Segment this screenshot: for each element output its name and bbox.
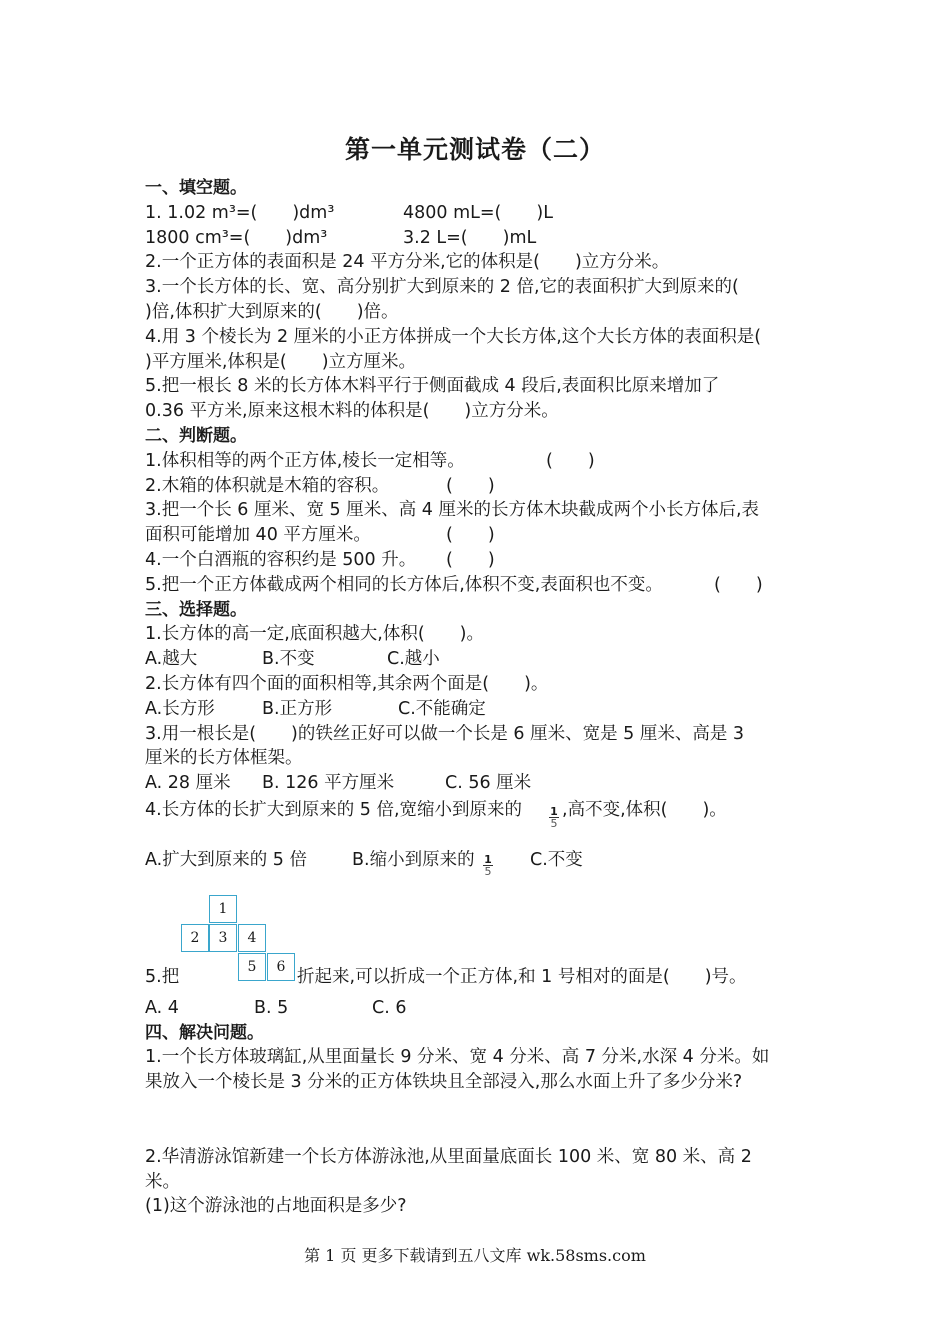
choice-q4-option-b: B.缩小到原来的 [352, 850, 475, 870]
choice-q1-option-a: A.越大 [145, 649, 198, 669]
fraction-numerator: 1 [484, 853, 492, 866]
fill-q2: 2.一个正方体的表面积是 24 平方分米,它的体积是( )立方分米。 [145, 252, 670, 272]
section-heading-solve: 四、解决问题。 [145, 1023, 264, 1043]
choice-q2-option-a: A.长方形 [145, 699, 215, 719]
solve-q2-line1: 2.华清游泳馆新建一个长方体游泳池,从里面量底面长 100 米、宽 80 米、高 2 [145, 1147, 752, 1167]
choice-q5-stem-start: 5.把 [145, 967, 180, 987]
fill-q5-line1: 5.把一根长 8 米的长方体木料平行于侧面截成 4 段后,表面积比原来增加了 [145, 376, 720, 396]
fraction-numerator: 1 [550, 805, 558, 818]
choice-q4-option-a: A.扩大到原来的 5 倍 [145, 850, 307, 870]
choice-q2-option-b: B.正方形 [262, 699, 333, 719]
judge-q3-paren: ( ) [446, 525, 495, 545]
fraction-denominator: 5 [484, 865, 492, 878]
fraction-denominator: 5 [550, 817, 558, 830]
choice-q4-stem-end: ,高不变,体积( )。 [562, 800, 727, 820]
net-face-1: 1 [209, 895, 237, 923]
choice-q1-option-b: B.不变 [262, 649, 315, 669]
choice-q5-stem-end: 折起来,可以折成一个正方体,和 1 号相对的面是( )号。 [297, 967, 747, 987]
fill-q5-line2: 0.36 平方米,原来这根木料的体积是( )立方分米。 [145, 401, 559, 421]
judge-q5-paren: ( ) [714, 575, 763, 595]
choice-q2-option-c: C.不能确定 [398, 699, 486, 719]
page-footer: 第 1 页 更多下载请到五八文库 wk.58sms.com [304, 1246, 646, 1265]
fill-q3-line1: 3.一个长方体的长、宽、高分别扩大到原来的 2 倍,它的表面积扩大到原来的( [145, 277, 739, 297]
net-face-6: 6 [267, 953, 295, 981]
choice-q4-option-c: C.不变 [530, 850, 583, 870]
judge-q3-line1: 3.把一个长 6 厘米、宽 5 厘米、高 4 厘米的长方体木块截成两个小长方体后,表 [145, 500, 760, 520]
judge-q2: 2.木箱的体积就是木箱的容积。 [145, 476, 390, 496]
fraction-one-fifth-option [483, 854, 493, 877]
fill-q1c: 1800 cm³=( )dm³ [145, 228, 328, 248]
fraction-one-fifth [549, 806, 559, 829]
choice-q4-stem-start: 4.长方体的长扩大到原来的 5 倍,宽缩小到原来的 [145, 800, 523, 820]
choice-q3-option-b: B. 126 平方厘米 [262, 773, 395, 793]
choice-q3-option-a: A. 28 厘米 [145, 773, 231, 793]
judge-q1: 1.体积相等的两个正方体,棱长一定相等。 [145, 451, 465, 471]
solve-q1-line2: 果放入一个棱长是 3 分米的正方体铁块且全部浸入,那么水面上升了多少分米? [145, 1072, 743, 1092]
net-face-4: 4 [238, 924, 266, 952]
choice-q3-line2: 厘米的长方体框架。 [145, 748, 303, 768]
choice-q3-line1: 3.用一根长是( )的铁丝正好可以做一个长是 6 厘米、宽是 5 厘米、高是 3 [145, 724, 745, 744]
judge-q4: 4.一个白酒瓶的容积约是 500 升。 [145, 550, 417, 570]
fill-q1d: 3.2 L=( )mL [403, 228, 537, 248]
choice-q5-option-b: B. 5 [254, 998, 289, 1018]
choice-q2: 2.长方体有四个面的面积相等,其余两个面是( )。 [145, 674, 549, 694]
fill-q4-line2: )平方厘米,体积是( )立方厘米。 [145, 352, 417, 372]
judge-q1-paren: ( ) [546, 451, 595, 471]
judge-q2-paren: ( ) [446, 476, 495, 496]
fill-q1a: 1. 1.02 m³=( )dm³ [145, 203, 335, 223]
choice-q5-option-a: A. 4 [145, 998, 179, 1018]
fill-q3-line2: )倍,体积扩大到原来的( )倍。 [145, 302, 399, 322]
solve-q2-line2: 米。 [145, 1172, 180, 1192]
page-title: 第一单元测试卷（二） [344, 135, 605, 164]
solve-q2-sub1: (1)这个游泳池的占地面积是多少? [145, 1196, 407, 1216]
choice-q3-option-c: C. 56 厘米 [445, 773, 532, 793]
judge-q4-paren: ( ) [446, 550, 495, 570]
choice-q5-option-c: C. 6 [372, 998, 407, 1018]
solve-q1-line1: 1.一个长方体玻璃缸,从里面量长 9 分米、宽 4 分米、高 7 分米,水深 4 分米。如 [145, 1047, 770, 1067]
section-heading-choice: 三、选择题。 [145, 600, 247, 620]
fill-q1b: 4800 mL=( )L [403, 203, 553, 223]
net-face-5: 5 [238, 953, 266, 981]
judge-q5: 5.把一个正方体截成两个相同的长方体后,体积不变,表面积也不变。 [145, 575, 663, 595]
choice-q1-option-c: C.越小 [387, 649, 440, 669]
fill-q4-line1: 4.用 3 个棱长为 2 厘米的小正方体拼成一个大长方体,这个大长方体的表面积是( [145, 327, 762, 347]
net-face-3: 3 [209, 924, 237, 952]
section-heading-fill: 一、填空题。 [145, 178, 247, 198]
judge-q3-line2: 面积可能增加 40 平方厘米。 [145, 525, 371, 545]
choice-q1: 1.长方体的高一定,底面积越大,体积( )。 [145, 624, 484, 644]
section-heading-judge: 二、判断题。 [145, 426, 247, 446]
cube-net-figure [180, 895, 300, 985]
net-face-2: 2 [181, 924, 209, 952]
